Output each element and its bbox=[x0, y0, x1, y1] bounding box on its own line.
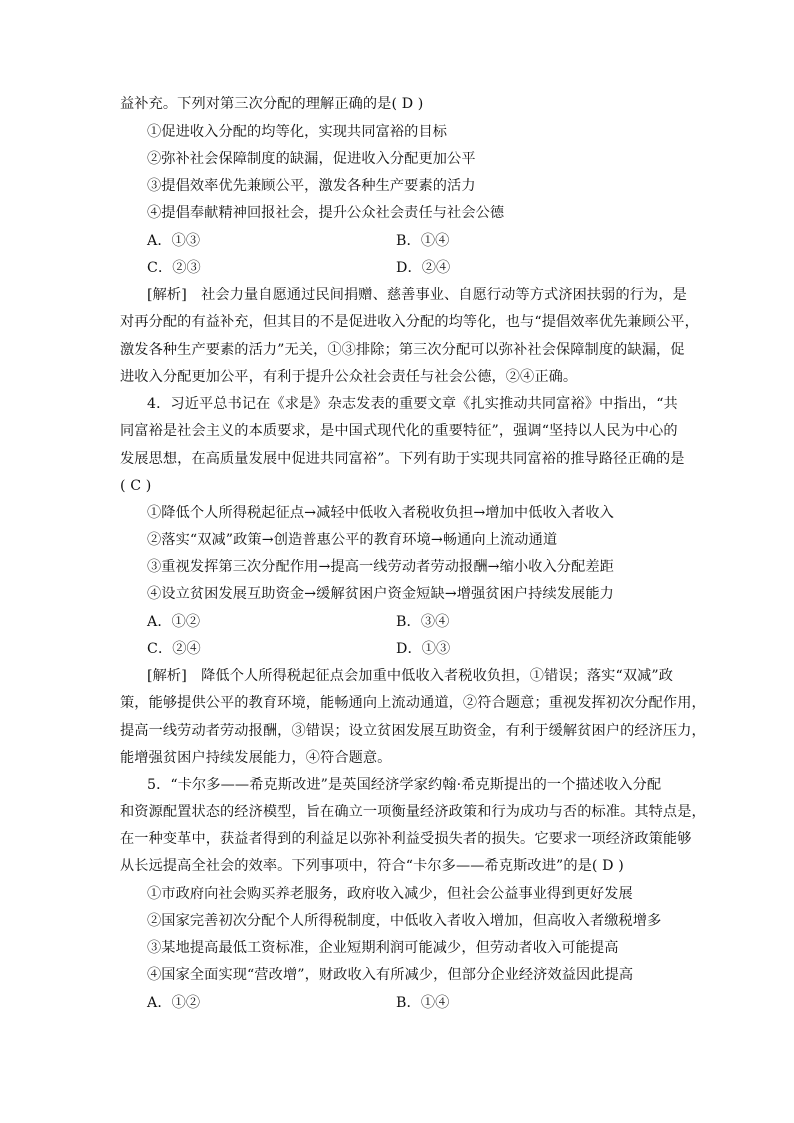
question-5-item-1: ①市政府向社会购买养老服务，政府收入减少，但社会公益事业得到更好发展 bbox=[147, 886, 633, 902]
question-4-stem-line-2: 同富裕是社会主义的本质要求，是中国式现代化的重要特征”，强调“坚持以人民为中心的 bbox=[120, 423, 678, 439]
question-4-analysis-line-1: [解析] 降低个人所得税起征点会加重中低收入者税收负担，①错误；落实“双减”政 bbox=[147, 668, 674, 684]
question-3-item-1: ①促进收入分配的均等化，实现共同富裕的目标 bbox=[147, 124, 448, 140]
question-4-item-1: ①降低个人所得税起征点→减轻中低收入者税收负担→增加中低收入者收入 bbox=[147, 505, 614, 521]
question-4-analysis-line-2: 策，能够提供公平的教育环境，能畅通向上流动通道，②符合题意；重视发挥初次分配作用， bbox=[120, 695, 706, 711]
question-4-stem-line-3: 发展思想，在高质量发展中促进共同富裕”。下列有助于实现共同富裕的推导路径正确的是 bbox=[120, 451, 685, 467]
question-3-item-3: ③提倡效率优先兼顾公平，激发各种生产要素的活力 bbox=[147, 178, 476, 194]
question-3-stem-end: 益补充。下列对第三次分配的理解正确的是( D ) bbox=[120, 96, 424, 112]
question-5-item-3: ③某地提高最低工资标准，企业短期利润可能减少，但劳动者收入可能提高 bbox=[147, 940, 619, 956]
question-4-answer: ( C ) bbox=[120, 478, 152, 494]
question-3-analysis-line-2: 对再分配的有益补充，但其目的不是促进收入分配的均等化，也与“提倡效率优先兼顾公平， bbox=[120, 314, 699, 330]
question-5-item-2: ②国家完善初次分配个人所得税制度，中低收入者收入增加，但高收入者缴税增多 bbox=[147, 913, 662, 929]
question-4-option-d: D．①③ bbox=[396, 641, 451, 657]
question-5-option-b: B．①④ bbox=[396, 995, 450, 1011]
question-3-option-a: A．①③ bbox=[147, 233, 201, 249]
question-5-item-4: ④国家全面实现“营改增”，财政收入有所减少，但部分企业经济效益因此提高 bbox=[147, 967, 634, 983]
question-3-analysis-line-3: 激发各种生产要素的活力”无关，①③排除；第三次分配可以弥补社会保障制度的缺漏，促 bbox=[120, 342, 685, 358]
question-4-item-4: ④设立贫困发展互助资金→缓解贫困户资金短缺→增强贫困户持续发展能力 bbox=[147, 586, 614, 602]
question-3-option-d: D．②④ bbox=[396, 260, 451, 276]
question-4-option-b: B．③④ bbox=[396, 614, 450, 630]
question-4-analysis-line-3: 提高一线劳动者劳动报酬，③错误；设立贫困发展互助资金，有利于缓解贫困户的经济压力， bbox=[120, 723, 706, 739]
question-4-item-3: ③重视发挥第三次分配作用→提高一线劳动者劳动报酬→缩小收入分配差距 bbox=[147, 559, 614, 575]
question-3-item-4: ④提倡奉献精神回报社会，提升公众社会责任与社会公德 bbox=[147, 205, 505, 221]
question-3-option-b: B．①④ bbox=[396, 233, 450, 249]
question-4-analysis-line-4: 能增强贫困户持续发展能力，④符合题意。 bbox=[120, 750, 392, 766]
question-3-analysis-line-1: [解析] 社会力量自愿通过民间捐赠、慈善事业、自愿行动等方式济困扶弱的行为，是 bbox=[147, 287, 687, 303]
question-4-stem-line-1: 4．习近平总书记在《求是》杂志发表的重要文章《扎实推动共同富裕》中指出，“共 bbox=[147, 396, 678, 412]
question-4-option-c: C．②④ bbox=[147, 641, 201, 657]
question-5-stem-line-1: 5．“卡尔多——希克斯改进”是英国经济学家约翰·希克斯提出的一个描述收入分配 bbox=[147, 777, 662, 793]
question-4-item-2: ②落实“双减”政策→创造普惠公平的教育环境→畅通向上流动通道 bbox=[147, 532, 558, 548]
question-5-stem-line-4: 从长远提高全社会的效率。下列事项中，符合“卡尔多——希克斯改进”的是( D ) bbox=[120, 858, 624, 874]
question-3-option-c: C．②③ bbox=[147, 260, 201, 276]
question-5-stem-line-3: 在一种变革中，获益者得到的利益足以弥补利益受损失者的损失。它要求一项经济政策能够 bbox=[120, 831, 692, 847]
question-4-option-a: A．①② bbox=[147, 614, 201, 630]
question-5-stem-line-2: 和资源配置状态的经济模型，旨在确立一项衡量经济政策和行为成功与否的标准。其特点是， bbox=[120, 804, 706, 820]
question-5-option-a: A．①② bbox=[147, 995, 201, 1011]
question-3-analysis-line-4: 进收入分配更加公平，有利于提升公众社会责任与社会公德，②④正确。 bbox=[120, 369, 578, 385]
question-3-item-2: ②弥补社会保障制度的缺漏，促进收入分配更加公平 bbox=[147, 151, 476, 167]
